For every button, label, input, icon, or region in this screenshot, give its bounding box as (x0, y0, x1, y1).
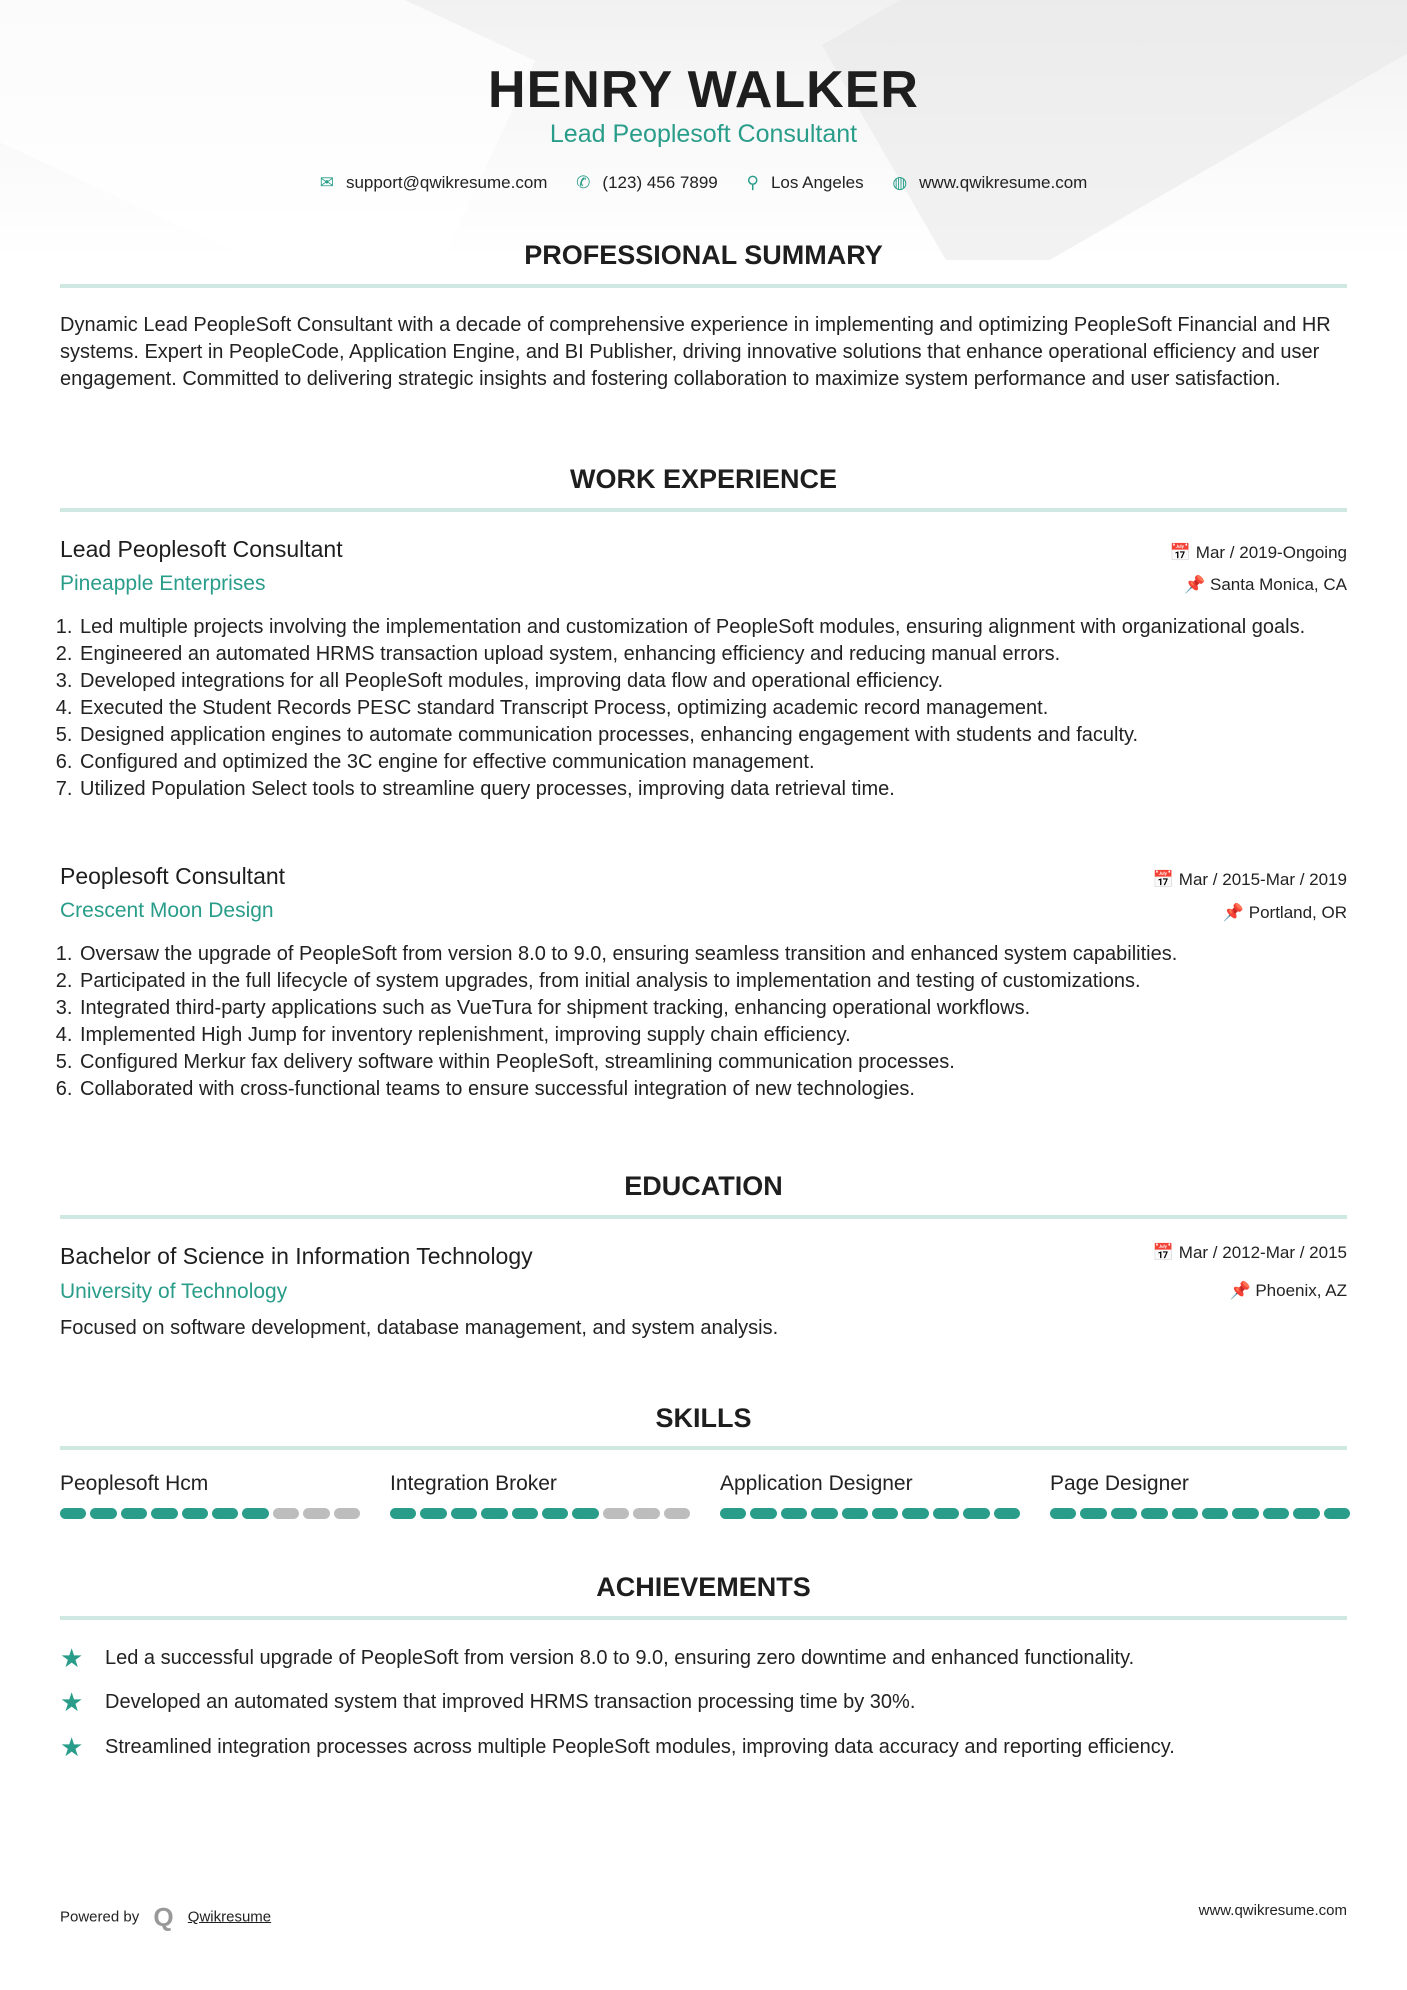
education-dates: 📅 Mar / 2012-Mar / 2015 (1152, 1243, 1347, 1262)
achievement-item: ★ Led a successful upgrade of PeopleSoft from version 8.0 to 9.0, ensuring zero downtime and enhanced functionality. (60, 1643, 1135, 1673)
skill-segment (1111, 1508, 1137, 1519)
skill-segment (542, 1508, 568, 1519)
company-name: Pineapple Enterprises (60, 572, 266, 595)
education-location: 📌 Phoenix, AZ (1229, 1281, 1347, 1300)
skill-segment (1141, 1508, 1167, 1519)
bullet: 3. Developed integrations for all PeopleSoft modules, improving data flow and operational efficiency. (78, 668, 1347, 695)
skill-segment (842, 1508, 868, 1519)
pin-icon: 📌 (1229, 1281, 1256, 1300)
skill-item (390, 1472, 690, 1519)
skill-segment (303, 1508, 329, 1519)
skill-segment (151, 1508, 177, 1519)
section-heading-education: EDUCATION (624, 1171, 783, 1201)
skill-segment (633, 1508, 659, 1519)
skill-segment (121, 1508, 147, 1519)
powered-by: Powered by Q Qwikresume (60, 1902, 272, 1932)
bullet: 6. Configured and optimized the 3C engine for effective communication management. (78, 749, 1347, 776)
candidate-title: Lead Peoplesoft Consultant (549, 120, 858, 148)
skill-segment (994, 1508, 1020, 1519)
job-dates: 📅 Mar / 2019-Ongoing (1169, 543, 1347, 562)
section-heading-experience: WORK EXPERIENCE (569, 464, 838, 494)
skill-segment (872, 1508, 898, 1519)
skill-name: Application Designer (720, 1472, 913, 1495)
bullet: 1. Oversaw the upgrade of PeopleSoft from version 8.0 to 9.0, ensuring seamless transition and enhanced system capabilities. (78, 941, 1347, 968)
map-pin-icon: ⚲ (746, 173, 759, 192)
divider (60, 1446, 1347, 1450)
skill-name: Integration Broker (390, 1472, 557, 1495)
skill-segment (603, 1508, 629, 1519)
bullet: 2. Engineered an automated HRMS transaction upload system, enhancing efficiency and reducing manual errors. (78, 641, 1347, 668)
bullet: 5. Configured Merkur fax delivery software within PeopleSoft, streamlining communication processes. (78, 1049, 1347, 1076)
envelope-icon: ✉ (319, 173, 334, 192)
skill-segment (1263, 1508, 1289, 1519)
job-bullets (60, 941, 1347, 1103)
phone-icon: ✆ (576, 173, 591, 192)
pin-icon: 📌 (1184, 575, 1210, 594)
skill-segment (212, 1508, 238, 1519)
skill-segment (750, 1508, 776, 1519)
skill-segment (720, 1508, 746, 1519)
education-description: Focused on software development, database management, and system analysis. (60, 1317, 779, 1339)
skill-item (1050, 1472, 1350, 1519)
email[interactable]: support@qwikresume.com (345, 173, 548, 192)
bullet: 6. Collaborated with cross-functional teams to ensure successful integration of new technologies. (78, 1076, 1347, 1103)
skill-segment (90, 1508, 116, 1519)
divider (60, 508, 1347, 512)
divider (60, 1616, 1347, 1620)
skill-segment (242, 1508, 268, 1519)
school: University of Technology (60, 1280, 288, 1303)
skill-segment (481, 1508, 507, 1519)
skill-segment (273, 1508, 299, 1519)
bullet: 5. Designed application engines to automate communication processes, enhancing engagement with students and faculty. (78, 722, 1347, 749)
skill-item (720, 1472, 1020, 1519)
job-location: 📌 Santa Monica, CA (1184, 575, 1347, 594)
skill-segment (933, 1508, 959, 1519)
skill-segment (1293, 1508, 1319, 1519)
job-dates: 📅 Mar / 2015-Mar / 2019 (1152, 870, 1347, 889)
bullet: 3. Integrated third-party applications such as VueTura for shipment tracking, enhancing operational workflows. (78, 995, 1347, 1022)
skill-segment (512, 1508, 538, 1519)
section-heading-skills: SKILLS (655, 1403, 752, 1433)
degree: Bachelor of Science in Information Technology (60, 1243, 533, 1269)
calendar-icon: 📅 (1152, 870, 1179, 889)
calendar-icon: 📅 (1169, 543, 1196, 562)
achievement-item: ★ Streamlined integration processes across multiple PeopleSoft modules, improving data accuracy and reporting efficiency. (60, 1732, 1175, 1762)
company-name: Crescent Moon Design (60, 899, 274, 922)
candidate-name: HENRY WALKER (488, 61, 919, 119)
bullet: 7. Utilized Population Select tools to streamline query processes, improving data retrieval time. (78, 776, 1347, 803)
skill-segment (1202, 1508, 1228, 1519)
pin-icon: 📌 (1222, 903, 1249, 922)
skill-name: Page Designer (1050, 1472, 1189, 1495)
star-icon: ★ (60, 1687, 84, 1717)
skill-segment (811, 1508, 837, 1519)
skill-segment (1050, 1508, 1076, 1519)
skill-level-bar (60, 1508, 360, 1519)
star-icon: ★ (60, 1732, 84, 1762)
skill-segment (781, 1508, 807, 1519)
skill-item (60, 1472, 360, 1519)
skill-segment (451, 1508, 477, 1519)
section-heading-summary: PROFESSIONAL SUMMARY (524, 240, 883, 270)
skill-segment (1232, 1508, 1258, 1519)
skill-segment (1324, 1508, 1350, 1519)
skill-name: Peoplesoft Hcm (60, 1472, 209, 1495)
location: Los Angeles (770, 173, 864, 192)
skill-segment (902, 1508, 928, 1519)
skill-segment (664, 1508, 690, 1519)
job-title: Lead Peoplesoft Consultant (60, 536, 343, 562)
qwikresume-logo-icon: Q (153, 1902, 174, 1932)
skill-segment (572, 1508, 598, 1519)
skill-level-bar (1050, 1508, 1350, 1519)
job-location: 📌 Portland, OR (1222, 903, 1347, 922)
calendar-icon: 📅 (1152, 1243, 1179, 1262)
section-heading-achievements: ACHIEVEMENTS (596, 1572, 811, 1602)
skill-segment (334, 1508, 360, 1519)
summary-text: Dynamic Lead PeopleSoft Consultant with a decade of comprehensive experience in implementing and optimizing PeopleSoft Financial and HR systems. Expert in PeopleCode, Application Engine, and BI Publisher, driving innovative solutions that enhance operational efficiency and user engagement. Committed to delivering strategic insights and fostering collaboration to maximize system performance and user satisfaction. (60, 314, 1331, 390)
job-title: Peoplesoft Consultant (60, 863, 286, 889)
skill-segment (1172, 1508, 1198, 1519)
skill-segment (1080, 1508, 1106, 1519)
divider (60, 1215, 1347, 1219)
bullet: 2. Participated in the full lifecycle of system upgrades, from initial analysis to implementation and testing of customizations. (78, 968, 1347, 995)
skill-level-bar (390, 1508, 690, 1519)
skill-segment (963, 1508, 989, 1519)
bullet: 4. Implemented High Jump for inventory replenishment, improving supply chain efficiency. (78, 1022, 1347, 1049)
job-bullets (60, 614, 1347, 803)
divider (60, 284, 1347, 288)
star-icon: ★ (60, 1643, 84, 1673)
brand-link[interactable]: Qwikresume (187, 1908, 272, 1926)
phone: (123) 456 7899 (602, 173, 718, 192)
footer-website[interactable]: www.qwikresume.com (1198, 1902, 1347, 1919)
website[interactable]: www.qwikresume.com (919, 173, 1088, 192)
skill-segment (60, 1508, 86, 1519)
contact-bar (60, 173, 1347, 193)
achievement-item: ★ Developed an automated system that improved HRMS transaction processing time by 30%. (60, 1687, 916, 1717)
skill-segment (390, 1508, 416, 1519)
bullet: 4. Executed the Student Records PESC standard Transcript Process, optimizing academic record management. (78, 695, 1347, 722)
bullet: 1. Led multiple projects involving the implementation and customization of PeopleSoft modules, ensuring alignment with organizational goals. (78, 614, 1347, 641)
globe-icon: ◍ (892, 173, 908, 192)
skill-segment (420, 1508, 446, 1519)
skill-level-bar (720, 1508, 1020, 1519)
skill-segment (182, 1508, 208, 1519)
